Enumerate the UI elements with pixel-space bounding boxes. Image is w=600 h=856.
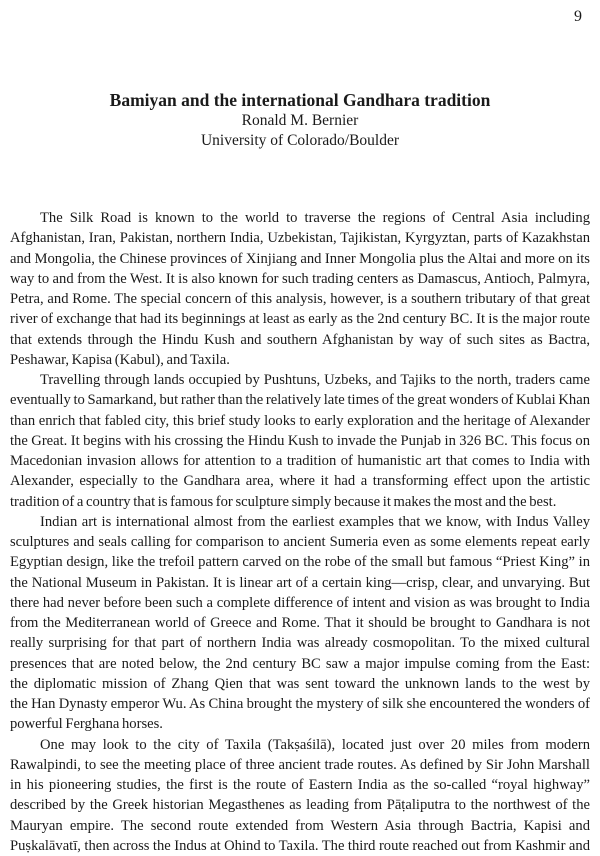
text-line: river of exchange that had its beginnings at least as early as the 2nd century BC. It is the major route: [10, 309, 590, 329]
text-line: Petra, and Rome. The special concern of this analysis, however, is a southern tributary of that great: [10, 289, 590, 309]
text-line: Alexander, especially to the Gandhara area, where it had a transforming effect upon the artistic: [10, 471, 590, 491]
paragraph: [10, 208, 590, 370]
text-line: that extends through the Hindu Kush and southern Afghanistan by way of such sites as Bactra,: [10, 330, 590, 350]
text-line: Peshawar, Kapisa (Kabul), and Taxila.: [10, 350, 590, 370]
author-affiliation: University of Colorado/Boulder: [0, 132, 600, 150]
text-line: Afghanistan, Iran, Pakistan, northern India, Uzbekistan, Tajikistan, Kyrgyztan, parts of Kazakhstan: [10, 228, 590, 248]
text-line: in his pioneering studies, the first is the route of Eastern India as the so-called “royal highway”: [10, 775, 590, 795]
text-line: One may look to the city of Taxila (Takṣaśilā), located just over 20 miles from modern: [10, 735, 590, 755]
author-name: Ronald M. Bernier: [0, 112, 600, 130]
text-line: way to and from the West. It is also known for such trading centers as Damascus, Antioch, Palmyra,: [10, 269, 590, 289]
paragraph: [10, 735, 590, 856]
text-line: the diplomatic mission of Zhang Qien that was sent toward the unknown lands to the west by: [10, 674, 590, 694]
text-line: presences that are noted below, the 2nd century BC saw a major impulse coming from the East:: [10, 654, 590, 674]
text-line: really surprising for that part of northern India was already cosmopolitan. To the mixed cultural: [10, 633, 590, 653]
text-line: described by the Greek historian Megasthenes as leading from Pāṭaliputra to the northwest of the: [10, 795, 590, 815]
paragraph: [10, 512, 590, 735]
text-line: Travelling through lands occupied by Pushtuns, Uzbeks, and Tajiks to the north, traders came: [10, 370, 590, 390]
text-line: Macedonian invasion allows for attention to a tradition of humanistic art that comes to India with: [10, 451, 590, 471]
text-line: the National Museum in Pakistan. It is linear art of a certain king—crisp, clear, and unvarying. But: [10, 573, 590, 593]
text-line: eventually to Samarkand, but rather than the relatively late times of the great wonders of Kublai Khan: [10, 390, 590, 410]
text-line: Mauryan empire. The second route extended from Western Asia through Bactria, Kapisi and: [10, 816, 590, 836]
article-body: [10, 208, 590, 856]
text-line: Puṣkalāvatī, then across the Indus at Ohind to Taxila. The third route reached out from Kashmir and: [10, 836, 590, 856]
text-line: Egyptian design, like the trefoil pattern carved on the robe of the small but famous “Priest King” in: [10, 552, 590, 572]
text-line: there had never before been such a complete difference of intent and vision as was brought to India: [10, 593, 590, 613]
paragraph: [10, 370, 590, 512]
text-line: and Mongolia, the Chinese provinces of Xinjiang and Inner Mongolia plus the Altai and more on its: [10, 249, 590, 269]
text-line: powerful Ferghana horses.: [10, 714, 590, 734]
text-line: The Silk Road is known to the world to traverse the regions of Central Asia including: [10, 208, 590, 228]
text-line: Indian art is international almost from the earliest examples that we know, with Indus Valley: [10, 512, 590, 532]
text-line: than enrich that fabled city, this brief study looks to early exploration and the heritage of Alexander: [10, 411, 590, 431]
page-number: 9: [574, 8, 582, 26]
article-title: Bamiyan and the international Gandhara tradition: [0, 90, 600, 111]
text-line: Rawalpindi, to see the meeting place of three ancient trade routes. As defined by Sir John Marshall: [10, 755, 590, 775]
text-line: the Han Dynasty emperor Wu. As China brought the mystery of silk she encountered the wonders of: [10, 694, 590, 714]
text-line: sculptures and seals calling for comparison to ancient Sumeria even as some elements repeat early: [10, 532, 590, 552]
text-line: the Great. It begins with his crossing the Hindu Kush to invade the Punjab in 326 BC. This focus on: [10, 431, 590, 451]
text-line: tradition of a country that is famous for sculpture simply because it makes the most and the best.: [10, 492, 590, 512]
text-line: from the Mediterranean world of Greece and Rome. That it should be brought to Gandhara is not: [10, 613, 590, 633]
